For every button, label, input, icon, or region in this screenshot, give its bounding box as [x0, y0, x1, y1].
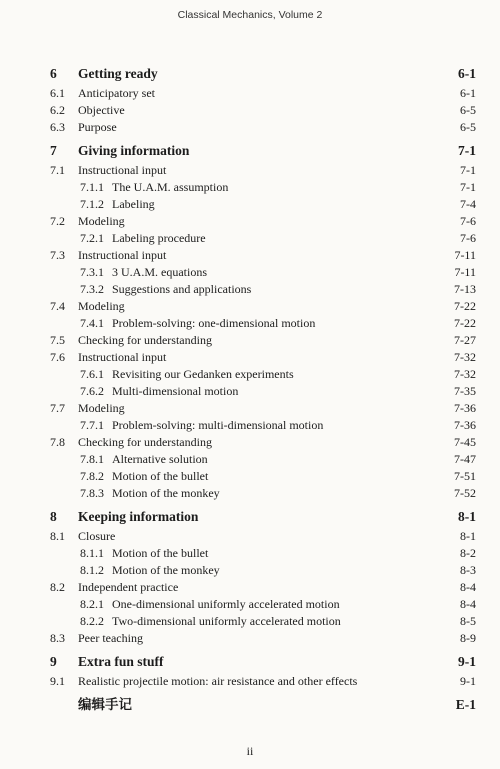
- toc-entry-title: Problem-solving: one-dimensional motion: [112, 316, 316, 330]
- toc-subsection-row: [50, 613, 476, 630]
- toc-entry-page: 8-1: [458, 509, 476, 524]
- toc-entry-number: 9.1: [50, 674, 65, 688]
- toc-entry-title: Realistic projectile motion: air resistance and other effects: [78, 674, 358, 688]
- toc-entry-number: 6.1: [50, 86, 65, 100]
- toc-entry-page: 9-1: [458, 654, 476, 669]
- toc-entry-page: 8-2: [460, 546, 476, 560]
- page-number: ii: [246, 744, 254, 758]
- toc-entry-title: 编辑手记: [78, 697, 132, 712]
- toc-entry-number: 7.4: [50, 299, 65, 313]
- toc-entry-page: 6-1: [460, 86, 476, 100]
- toc-entry-page: 7-51: [454, 469, 476, 483]
- toc-entry-number: 7.1: [50, 163, 65, 177]
- toc-entry-title: Motion of the monkey: [112, 486, 220, 500]
- table-of-contents: [50, 63, 476, 716]
- toc-entry-number: 7.3: [50, 248, 65, 262]
- toc-entry-title: Suggestions and applications: [112, 282, 252, 296]
- toc-entry-title: Revisiting our Gedanken experiments: [112, 367, 294, 381]
- toc-entry-title: Independent practice: [78, 580, 179, 594]
- toc-entry-title: Motion of the bullet: [112, 469, 209, 483]
- toc-entry-page: 7-32: [454, 350, 476, 364]
- toc-entry-page: 6-5: [460, 120, 476, 134]
- toc-subsection-row: [50, 230, 476, 247]
- toc-entry-title: Anticipatory set: [78, 86, 155, 100]
- toc-entry-page: 7-6: [460, 231, 476, 245]
- toc-entry-page: 7-35: [454, 384, 476, 398]
- toc-entry-page: 7-47: [454, 452, 476, 466]
- toc-section-row: [50, 162, 476, 179]
- toc-entry-page: 7-11: [454, 248, 476, 262]
- toc-entry-title: Purpose: [78, 120, 117, 134]
- toc-entry-number: 7.4.1: [80, 316, 104, 330]
- toc-entry-number: 7.5: [50, 333, 65, 347]
- toc-entry-title: Modeling: [78, 401, 125, 415]
- toc-entry-title: Labeling: [112, 197, 155, 211]
- toc-chapter-row: [50, 140, 476, 162]
- toc-chapter-row: [50, 694, 476, 716]
- toc-entry-title: Keeping information: [78, 509, 199, 524]
- toc-entry-number: 8: [50, 509, 57, 524]
- toc-section-row: [50, 528, 476, 545]
- toc-subsection-row: [50, 545, 476, 562]
- toc-entry-number: 7.3.2: [80, 282, 104, 296]
- toc-entry-title: Labeling procedure: [112, 231, 206, 245]
- toc-subsection-row: [50, 562, 476, 579]
- toc-entry-title: Checking for understanding: [78, 333, 212, 347]
- toc-entry-page: 7-32: [454, 367, 476, 381]
- toc-subsection-row: [50, 366, 476, 383]
- toc-entry-page: 8-4: [460, 597, 476, 611]
- toc-entry-page: 7-36: [454, 418, 476, 432]
- toc-subsection-row: [50, 417, 476, 434]
- toc-entry-page: 7-27: [454, 333, 476, 347]
- toc-entry-number: 8.2.1: [80, 597, 104, 611]
- toc-entry-page: 8-1: [460, 529, 476, 543]
- toc-entry-page: 7-1: [460, 180, 476, 194]
- toc-subsection-row: [50, 596, 476, 613]
- toc-entry-title: Instructional input: [78, 248, 167, 262]
- toc-section-row: [50, 434, 476, 451]
- toc-entry-title: Alternative solution: [112, 452, 208, 466]
- toc-entry-page: 7-1: [460, 163, 476, 177]
- toc-section-row: [50, 119, 476, 136]
- toc-entry-title: Two-dimensional uniformly accelerated motion: [112, 614, 341, 628]
- toc-subsection-row: [50, 383, 476, 400]
- toc-entry-page: E-1: [455, 697, 476, 712]
- toc-entry-page: 7-45: [454, 435, 476, 449]
- toc-entry-title: 3 U.A.M. equations: [112, 265, 207, 279]
- toc-entry-number: 7.8: [50, 435, 65, 449]
- toc-entry-number: 7.7.1: [80, 418, 104, 432]
- toc-entry-title: Motion of the monkey: [112, 563, 220, 577]
- toc-entry-page: 8-5: [460, 614, 476, 628]
- toc-entry-title: Instructional input: [78, 163, 167, 177]
- toc-entry-number: 8.1.2: [80, 563, 104, 577]
- toc-entry-number: 7.6.2: [80, 384, 104, 398]
- toc-entry-title: Checking for understanding: [78, 435, 212, 449]
- toc-entry-title: Modeling: [78, 299, 125, 313]
- toc-entry-title: Instructional input: [78, 350, 167, 364]
- toc-subsection-row: [50, 468, 476, 485]
- toc-entry-page: 7-36: [454, 401, 476, 415]
- toc-entry-title: The U.A.M. assumption: [112, 180, 229, 194]
- toc-entry-number: 7.8.3: [80, 486, 104, 500]
- toc-entry-page: 9-1: [460, 674, 476, 688]
- toc-entry-title: Peer teaching: [78, 631, 143, 645]
- toc-entry-number: 7.8.2: [80, 469, 104, 483]
- toc-section-row: [50, 673, 476, 690]
- toc-chapter-row: [50, 651, 476, 673]
- toc-section-row: [50, 85, 476, 102]
- toc-section-row: [50, 247, 476, 264]
- toc-subsection-row: [50, 179, 476, 196]
- toc-section-row: [50, 298, 476, 315]
- toc-entry-number: 8.1.1: [80, 546, 104, 560]
- toc-entry-page: 7-11: [454, 265, 476, 279]
- toc-section-row: [50, 349, 476, 366]
- toc-entry-number: 9: [50, 654, 57, 669]
- toc-entry-page: 7-22: [454, 299, 476, 313]
- toc-entry-number: 7.1.2: [80, 197, 104, 211]
- toc-entry-title: Giving information: [78, 143, 190, 158]
- toc-entry-title: One-dimensional uniformly accelerated motion: [112, 597, 340, 611]
- toc-entry-title: Problem-solving: multi-dimensional motion: [112, 418, 324, 432]
- toc-entry-title: Closure: [78, 529, 116, 543]
- toc-entry-number: 7.8.1: [80, 452, 104, 466]
- toc-entry-page: 8-4: [460, 580, 476, 594]
- toc-entry-page: 7-1: [458, 143, 476, 158]
- toc-subsection-row: [50, 485, 476, 502]
- toc-chapter-row: [50, 506, 476, 528]
- toc-entry-title: Objective: [78, 103, 125, 117]
- toc-section-row: [50, 579, 476, 596]
- toc-section-row: [50, 213, 476, 230]
- toc-subsection-row: [50, 281, 476, 298]
- toc-entry-page: 7-13: [454, 282, 476, 296]
- toc-entry-number: 7.6: [50, 350, 65, 364]
- toc-entry-number: 7: [50, 143, 57, 158]
- toc-entry-number: 8.2: [50, 580, 65, 594]
- toc-entry-title: Multi-dimensional motion: [112, 384, 239, 398]
- toc-entry-page: 7-52: [454, 486, 476, 500]
- toc-entry-number: 8.2.2: [80, 614, 104, 628]
- toc-subsection-row: [50, 196, 476, 213]
- toc-section-row: [50, 332, 476, 349]
- toc-entry-page: 7-22: [454, 316, 476, 330]
- toc-entry-number: 8.1: [50, 529, 65, 543]
- toc-subsection-row: [50, 451, 476, 468]
- toc-entry-number: 7.6.1: [80, 367, 104, 381]
- toc-section-row: [50, 630, 476, 647]
- toc-entry-number: 7.1.1: [80, 180, 104, 194]
- toc-entry-title: Getting ready: [78, 66, 158, 81]
- toc-entry-page: 7-6: [460, 214, 476, 228]
- toc-entry-number: 7.3.1: [80, 265, 104, 279]
- toc-entry-number: 6.2: [50, 103, 65, 117]
- toc-entry-number: 6.3: [50, 120, 65, 134]
- running-header: Classical Mechanics, Volume 2: [177, 9, 323, 21]
- toc-entry-number: 7.2.1: [80, 231, 104, 245]
- toc-subsection-row: [50, 315, 476, 332]
- toc-chapter-row: [50, 63, 476, 85]
- toc-entry-page: 8-9: [460, 631, 476, 645]
- toc-entry-page: 7-4: [460, 197, 476, 211]
- toc-entry-title: Motion of the bullet: [112, 546, 209, 560]
- toc-entry-page: 6-1: [458, 66, 476, 81]
- toc-subsection-row: [50, 264, 476, 281]
- toc-entry-page: 8-3: [460, 563, 476, 577]
- toc-entry-title: Modeling: [78, 214, 125, 228]
- toc-entry-number: 8.3: [50, 631, 65, 645]
- toc-section-row: [50, 400, 476, 417]
- toc-section-row: [50, 102, 476, 119]
- toc-entry-number: 7.2: [50, 214, 65, 228]
- toc-entry-title: Extra fun stuff: [78, 654, 164, 669]
- toc-entry-number: 7.7: [50, 401, 65, 415]
- toc-entry-number: 6: [50, 66, 57, 81]
- toc-entry-page: 6-5: [460, 103, 476, 117]
